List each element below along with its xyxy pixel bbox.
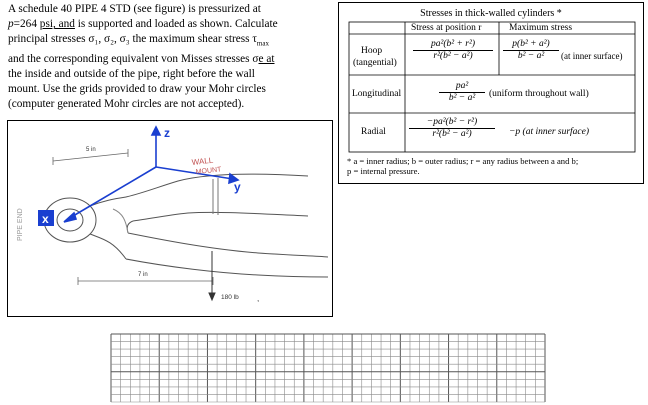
problem-line-6: mount. Use the grids provided to draw your Mohr circles — [8, 83, 266, 96]
problem-line-2: p=264 psi, and is supported and loaded as shown. Calculate — [8, 18, 278, 31]
axis-x-label: x — [42, 212, 49, 226]
longitudinal-note: (uniform throughout wall) — [489, 89, 589, 99]
header-position: Stress at position r — [411, 23, 482, 33]
problem-line-7: (computer generated Mohr circles are not accepted). — [8, 98, 245, 111]
row-hoop-name-2: (tangential) — [353, 58, 397, 68]
dim-7in: 7 in — [138, 272, 148, 278]
pipe-figure — [7, 120, 333, 317]
problem-line-4: and the corresponding equivalent von Misses stresses σe at — [8, 52, 275, 65]
stress-table — [338, 2, 644, 184]
row-radial-name: Radial — [361, 127, 386, 137]
radial-max: −p (at inner surface) — [509, 127, 590, 137]
table-footnote: * a = inner radius; b = outer radius; r = any radius between a and b; p = internal pressure. — [347, 156, 579, 176]
row-hoop-name: Hoop — [361, 46, 383, 56]
problem-line-5: the inside and outside of the pipe, right before the wall — [8, 68, 255, 81]
hoop-max-formula: $\frac{\text{p(b² + a²)}}{\text{b² − a²}}$ — [503, 39, 559, 62]
axis-y-label: y — [234, 180, 241, 194]
mohr-circle-grid[interactable] — [110, 333, 546, 403]
dim-5in: 5 in — [86, 147, 96, 153]
longitudinal-formula: $\frac{\text{pa²}}{\text{b² − a²}}$ — [439, 81, 485, 104]
problem-line-3: principal stresses σ₁, σ₂, σ₃ the maximum shear stress $\tau_{max}$ — [8, 33, 269, 48]
hoop-max-note: (at inner surface) — [561, 51, 623, 61]
axis-z-label: z — [164, 126, 170, 140]
pipe-sketch — [8, 121, 332, 316]
problem-line-1: A schedule 40 PIPE 4 STD (see figure) is pressurized at — [8, 3, 261, 15]
mount-label: MOUNT — [195, 166, 222, 176]
hoop-position-formula: $\frac{\text{pa²(b² + r²)}}{\text{r²(b² − a²)}}$ — [413, 39, 493, 62]
side-label: PIPE END — [17, 208, 24, 241]
load-label: 180 lb — [221, 294, 239, 301]
row-longitudinal-name: Longitudinal — [352, 89, 402, 99]
header-maximum: Maximum stress — [509, 23, 573, 33]
problem-statement — [8, 2, 330, 113]
svg-text:,: , — [257, 294, 260, 303]
table-title: Stresses in thick-walled cylinders * — [420, 8, 562, 19]
radial-formula: $\frac{\text{−pa²(b² − r²)}}{\text{r²(b² − a²)}}$ — [409, 117, 495, 140]
wall-label: WALL — [191, 155, 214, 167]
